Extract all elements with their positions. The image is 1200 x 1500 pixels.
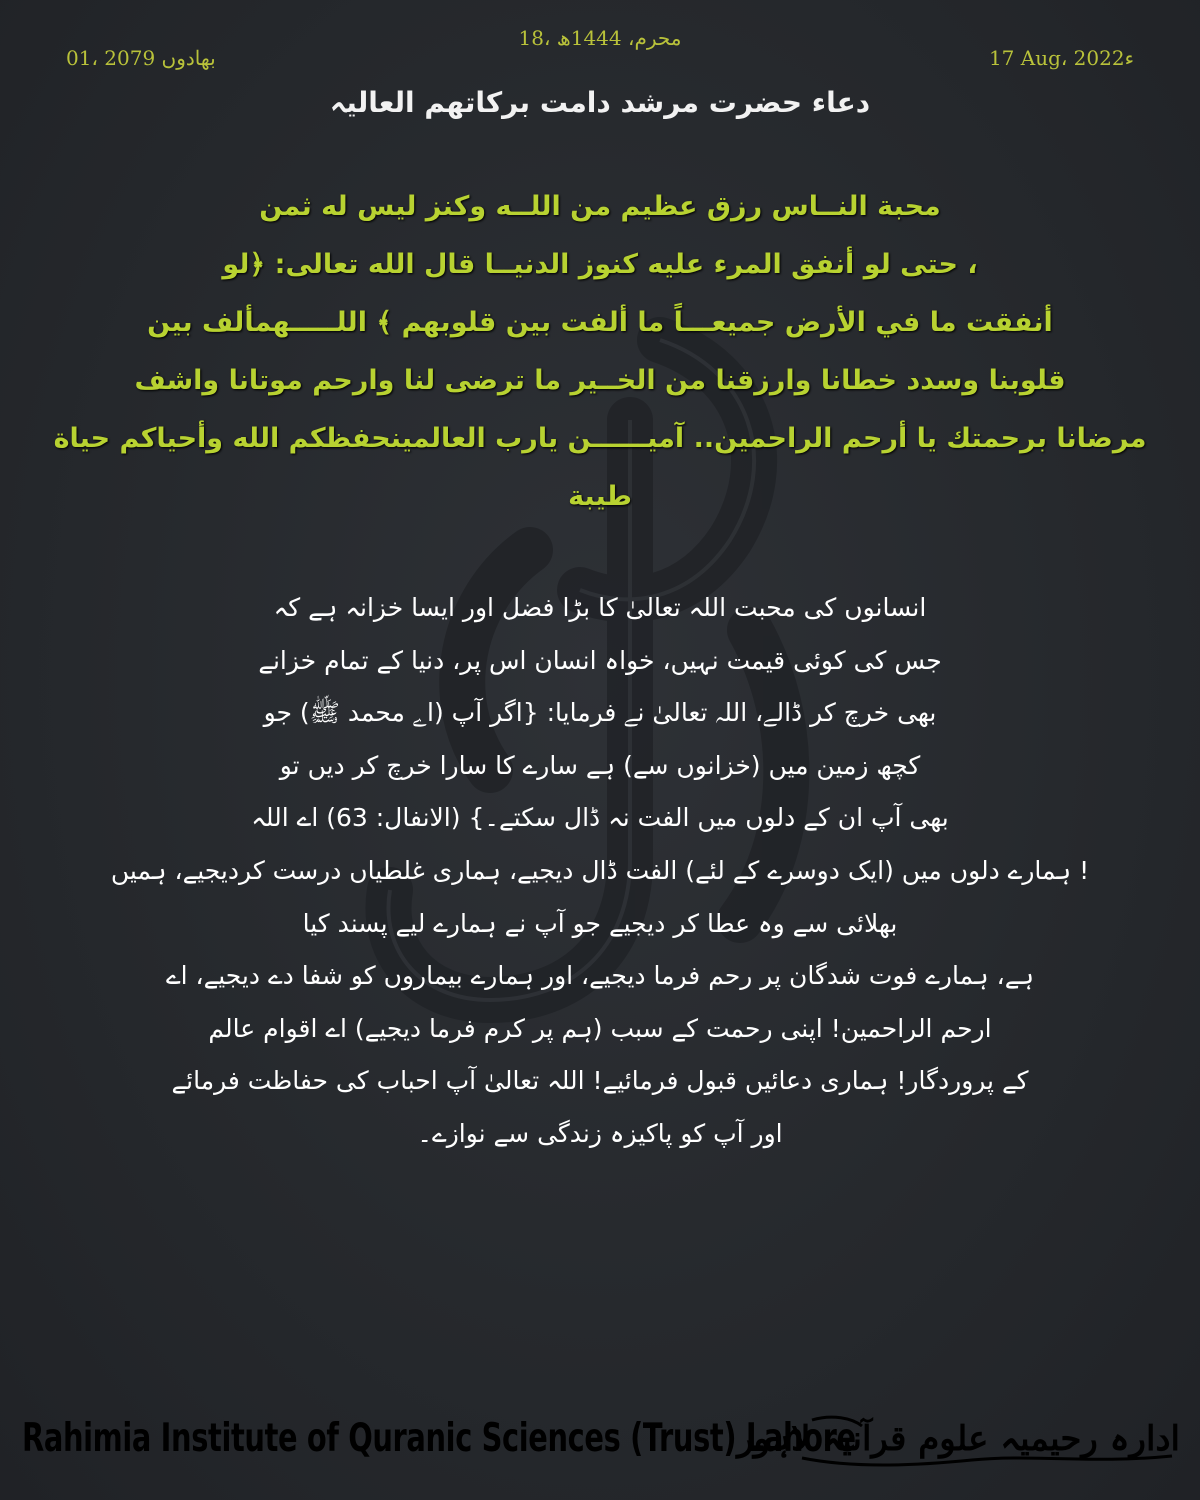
urdu-line: بھی آپ ان کے دلوں میں الفت نہ ڈال سکتے۔} (الانفال: 63) اے اللہ — [251, 803, 949, 833]
arabic-line: طيبة — [568, 481, 632, 512]
arabic-line: قلوبنا وسدد خطانا وارزقنا من الخــير ما ترضى لنا وارحم موتانا واشف — [134, 365, 1066, 396]
urdu-line: جس کی کوئی قیمت نہیں، خواہ انسان اس پر، دنیا کے تمام خزانے — [258, 645, 942, 675]
arabic-line: محبة النــاس رزق عظيم من اللــه وكنز ليس له ثمن — [259, 191, 941, 222]
institute-name: Rahimia Institute of Quranic Sciences (Trust) Lahore — [22, 1416, 856, 1461]
urdu-line: کے پروردگار! ہماری دعائیں قبول فرمائیے! اللہ تعالیٰ آپ احباب کی حفاظت فرمائے — [171, 1066, 1029, 1096]
arabic-line: مرضانا برحمتك يا أرحم الراحمين.. آميــــــن يارب العالمينحفظكم الله وأحياكم حياة — [53, 423, 1147, 454]
footer — [0, 1400, 1200, 1500]
institute-logo-text: ادارہ رحیمیہ علوم قرآنیہ لاہور — [737, 1419, 1180, 1459]
urdu-line: کچھ زمین میں (خزانوں سے) ہے سارے کا سارا خرچ کر دیں تو — [279, 750, 921, 780]
urdu-line: ! ہمارے دلوں میں (ایک دوسرے کے لئے) الفت ڈال دیجیے، ہماری غلطیاں درست کردیجیے، ہمیں — [110, 855, 1090, 885]
arabic-line: أنفقت ما في الأرض جميعـــاً ما ألفت بين قلوبهم ﴾ اللـــــهمألف بين — [147, 307, 1053, 338]
urdu-line: ہے، ہمارے فوت شدگان پر رحم فرما دیجیے، اور ہمارے بیماروں کو شفا دے دیجیے، اے — [165, 961, 1035, 991]
urdu-translation — [40, 582, 1160, 1161]
arabic-line: ، حتى لو أنفق المرء عليه كنوز الدنيــا قال الله تعالى: ﴿لو — [222, 249, 978, 280]
urdu-line: بھی خرچ کر ڈالے، اللہ تعالیٰ نے فرمایا: {اگر آپ (اے محمد ﷺ) جو — [263, 698, 937, 728]
arabic-supplication — [40, 178, 1160, 526]
urdu-line: ارحم الراحمین! اپنی رحمت کے سبب (ہم پر کرم فرما دیجیے) اے اقوام عالم — [208, 1013, 992, 1043]
page-title: دعاء حضرت مرشد دامت برکاتھم العالیہ — [329, 86, 871, 119]
urdu-line: بھلائی سے وہ عطا کر دیجیے جو آپ نے ہمارے لیے پسند کیا — [302, 908, 898, 938]
bikrami-date: 01، بھادوں 2079 — [66, 46, 216, 70]
hijri-date: 18، محرم، 1444ھ — [518, 26, 682, 50]
urdu-line: اور آپ کو پاکیزہ زندگی سے نوازے۔ — [417, 1118, 783, 1148]
urdu-line: انسانوں کی محبت اللہ تعالیٰ کا بڑا فضل اور ایسا خزانہ ہے کہ — [273, 593, 927, 622]
gregorian-date: 17 Aug، 2022ء — [988, 46, 1134, 70]
